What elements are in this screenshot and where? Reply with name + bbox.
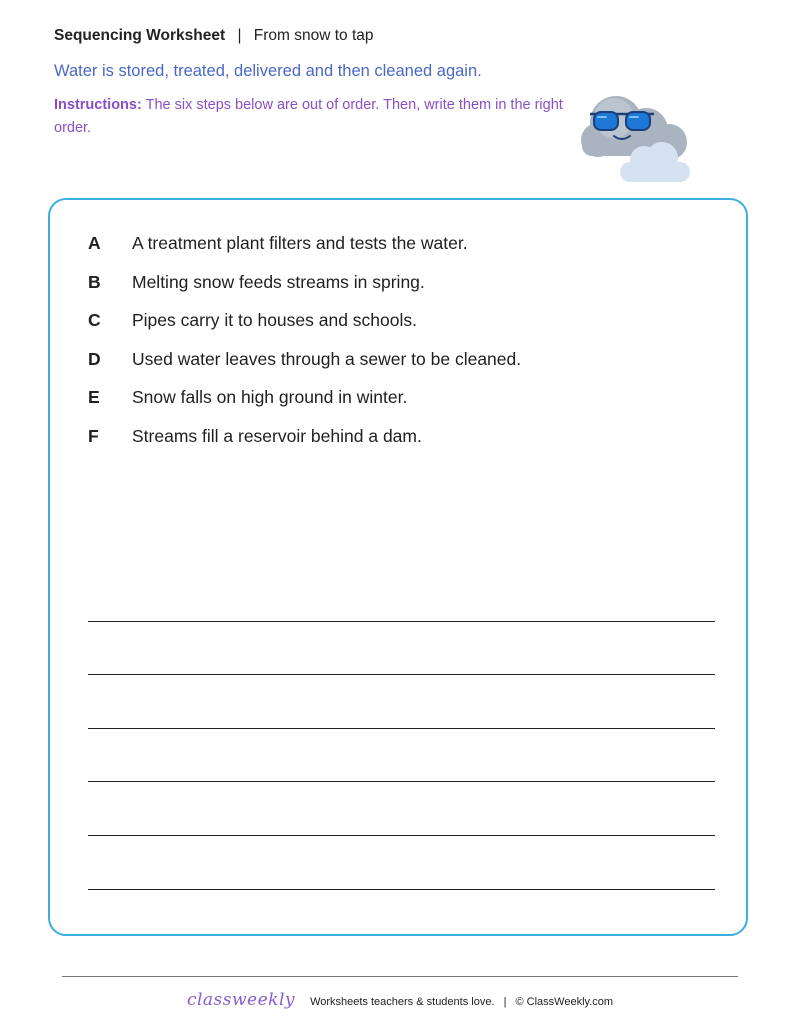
worksheet-header [54, 26, 594, 140]
worksheet-title: Sequencing Worksheet [54, 27, 226, 44]
instructions-text: The six steps below are out of order. Then, write them in the right order. [54, 97, 563, 136]
step-text: Used water leaves through a sewer to be cleaned. [132, 348, 522, 369]
step-text: Streams fill a reservoir behind a dam. [132, 425, 422, 446]
list-item [88, 309, 521, 348]
step-letter: B [88, 271, 101, 292]
answer-lines [88, 568, 715, 890]
cloud-with-sunglasses-icon [574, 88, 696, 186]
title-separator: | [237, 27, 242, 44]
worksheet-subtitle: Water is stored, treated, delivered and then cleaned again. [54, 62, 482, 80]
instructions [54, 94, 574, 140]
footer [0, 990, 800, 1010]
footer-separator: | [503, 996, 507, 1008]
steps-card [48, 198, 748, 936]
list-item [88, 271, 521, 310]
list-item [88, 348, 521, 387]
step-text: Pipes carry it to houses and schools. [132, 310, 418, 330]
footer-divider [62, 976, 738, 977]
step-text: Snow falls on high ground in winter. [132, 387, 408, 407]
answer-line-1[interactable] [88, 568, 715, 622]
answer-line-3[interactable] [88, 675, 715, 729]
footer-copyright: © ClassWeekly.com [515, 996, 614, 1008]
list-item [88, 232, 521, 271]
step-text: A treatment plant filters and tests the water. [132, 233, 468, 253]
worksheet-topic: From snow to tap [253, 27, 374, 44]
step-letter: A [88, 233, 101, 253]
step-letter: F [88, 425, 99, 446]
step-text: Melting snow feeds streams in spring. [132, 271, 425, 292]
step-letter: E [88, 387, 100, 407]
brand-logo: classweekly [186, 990, 295, 1010]
answer-line-2[interactable] [88, 622, 715, 676]
answer-line-6[interactable] [88, 836, 715, 890]
step-letter: D [88, 348, 101, 369]
instructions-label: Instructions: [54, 97, 142, 113]
title-line [54, 26, 594, 46]
list-item [88, 425, 521, 464]
answer-line-4[interactable] [88, 729, 715, 783]
footer-tagline: Worksheets teachers & students love. [310, 996, 495, 1008]
step-letter: C [88, 310, 101, 330]
list-item [88, 386, 521, 425]
answer-line-5[interactable] [88, 782, 715, 836]
steps-list [88, 232, 521, 463]
